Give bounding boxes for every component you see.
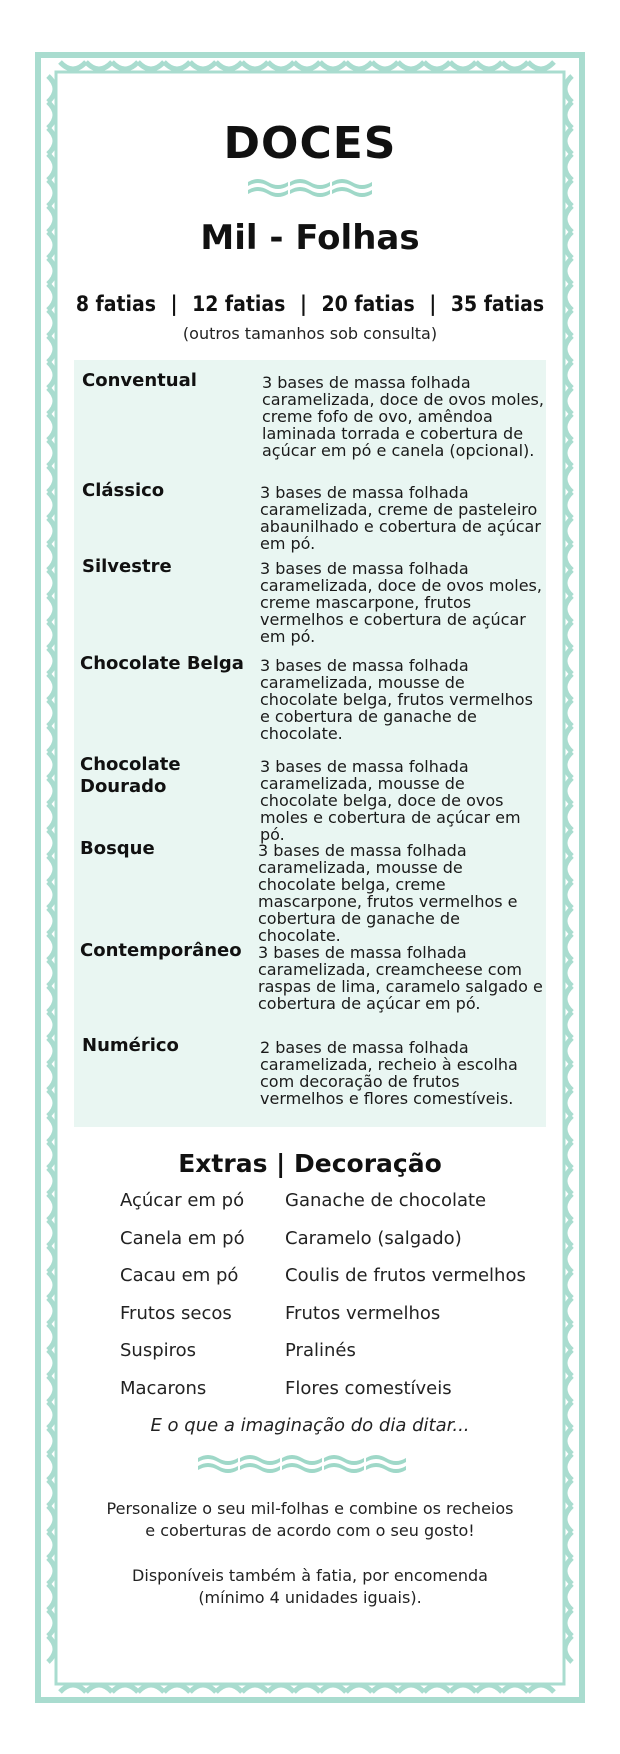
decoration-item: Coulis de frutos vermelhos xyxy=(285,1265,526,1287)
flavor-name: Silvestre xyxy=(82,556,172,577)
sizes-note: (outros tamanhos sob consulta) xyxy=(182,324,438,343)
decoration-item: Pralinés xyxy=(285,1340,356,1362)
size-option: 8 fatias xyxy=(75,292,156,316)
flavor-description: 3 bases de massa folhada caramelizada, mousse de chocolate belga, doce de ovos moles e cobertura de açúcar em pó. xyxy=(260,757,521,844)
footer-line: Disponíveis também à fatia, por encomenda xyxy=(132,1566,488,1585)
extras-row xyxy=(120,1340,540,1378)
flavor-name: Clássico xyxy=(82,480,165,501)
extras-row xyxy=(120,1265,540,1303)
extras-row xyxy=(120,1303,540,1341)
extras-row xyxy=(120,1378,540,1416)
footer-line: e coberturas de acordo com o seu gosto! xyxy=(145,1521,475,1540)
extra-item: Suspiros xyxy=(120,1340,197,1362)
flavor-name: Chocolate Belga xyxy=(80,653,244,674)
extras-list xyxy=(120,1190,540,1416)
footer-availability xyxy=(0,1565,620,1609)
decoration-item: Frutos vermelhos xyxy=(285,1302,441,1324)
size-option: 20 fatias xyxy=(321,292,415,316)
size-options xyxy=(0,292,620,316)
size-separator: | xyxy=(170,292,178,316)
extra-item: Frutos secos xyxy=(120,1302,232,1324)
page-title: DOCES xyxy=(223,118,397,169)
extras-row xyxy=(120,1190,540,1228)
flavor-name: Contemporâneo xyxy=(80,940,242,961)
flavor-name: Chocolate Dourado xyxy=(80,754,181,797)
flavor-description: 3 bases de massa folhada caramelizada, doce de ovos moles, creme fofo de ovo, amêndoa laminada torrada e cobertura de açúcar em pó e canela (opcional). xyxy=(262,373,544,460)
decoration-item: Flores comestíveis xyxy=(285,1377,452,1399)
flavor-name: Numérico xyxy=(82,1035,179,1056)
footer-line: Personalize o seu mil-folhas e combine os recheios xyxy=(106,1499,514,1518)
extra-item: Açúcar em pó xyxy=(120,1190,245,1211)
extra-item: Canela em pó xyxy=(120,1227,245,1249)
extra-item: Macarons xyxy=(120,1377,207,1399)
flavor-name: Bosque xyxy=(80,838,155,859)
flavor-description: 3 bases de massa folhada caramelizada, creme de pasteleiro abaunilhado e cobertura de açúcar em pó. xyxy=(260,483,541,553)
flavor-description: 3 bases de massa folhada caramelizada, mousse de chocolate belga, frutos vermelhos e cobertura de ganache de chocolate. xyxy=(260,656,533,743)
flavor-description: 3 bases de massa folhada caramelizada, mousse de chocolate belga, creme mascarpone, frutos vermelhos e cobertura de ganache de chocolate. xyxy=(258,841,518,945)
size-separator: | xyxy=(429,292,437,316)
decoration-item: Ganache de chocolate xyxy=(285,1190,487,1211)
size-option: 35 fatias xyxy=(450,292,545,316)
footer-line: (mínimo 4 unidades iguais). xyxy=(198,1588,422,1607)
wave-ornament-bottom xyxy=(196,1452,408,1476)
size-option: 12 fatias xyxy=(192,292,286,316)
decoration-item: Caramelo (salgado) xyxy=(285,1227,462,1249)
size-separator: | xyxy=(299,292,307,316)
flavor-description: 3 bases de massa folhada caramelizada, creamcheese com raspas de lima, caramelo salgado e cobertura de açúcar em pó. xyxy=(258,943,543,1013)
footer-personalize xyxy=(0,1498,620,1542)
flavor-description: 3 bases de massa folhada caramelizada, doce de ovos moles, creme mascarpone, frutos vermelhos e cobertura de açúcar em pó. xyxy=(260,559,542,646)
product-title: Mil - Folhas xyxy=(200,218,420,258)
flavor-description: 2 bases de massa folhada caramelizada, recheio à escolha com decoração de frutos vermelhos e flores comestíveis. xyxy=(260,1038,518,1108)
flavor-name: Conventual xyxy=(82,370,197,391)
tagline: E o que a imaginação do dia ditar... xyxy=(150,1415,470,1436)
wave-ornament-top xyxy=(246,176,374,200)
extras-row xyxy=(120,1228,540,1266)
extras-title: Extras | Decoração xyxy=(178,1149,442,1178)
extra-item: Cacau em pó xyxy=(120,1265,239,1287)
